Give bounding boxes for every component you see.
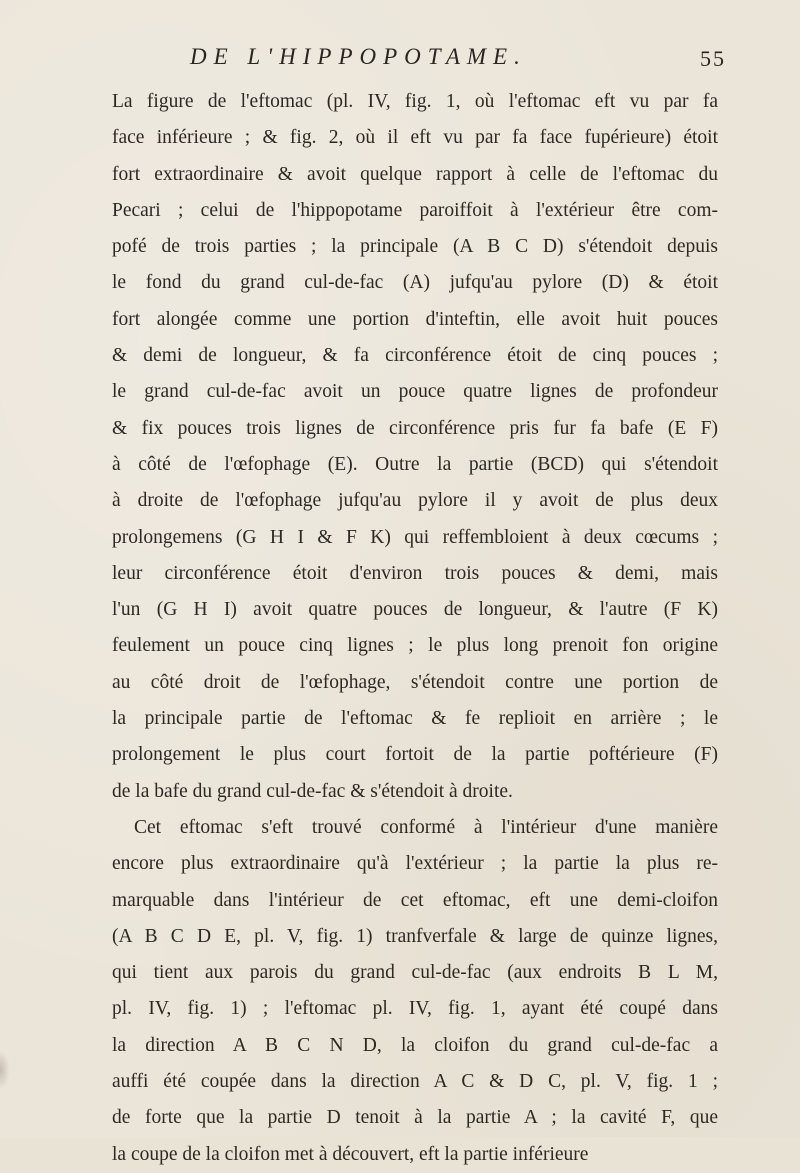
text-line: l'un (G H I) avoit quatre pouces de longueur, & l'autre (F K): [112, 599, 718, 621]
text-line: qui tient aux parois du grand cul-de-fac (aux endroits B L M,: [112, 962, 718, 984]
text-line: face inférieure ; & fig. 2, où il eft vu par fa face fupérieure) étoit: [112, 127, 718, 149]
text-line: auffi été coupée dans la direction A C & D C, pl. V, fig. 1 ;: [112, 1071, 718, 1093]
text-line: pl. IV, fig. 1) ; l'eftomac pl. IV, fig. 1, ayant été coupé dans: [112, 998, 718, 1020]
text-line: encore plus extraordinaire qu'à l'extérieur ; la partie la plus re-: [112, 853, 718, 875]
body-text: [112, 84, 718, 1173]
text-line: la coupe de la cloifon met à découvert, eft la partie inférieure: [112, 1143, 589, 1165]
running-title-text: DE L'HIPPOPOTAME.: [190, 44, 527, 69]
page-number: 55: [700, 46, 726, 71]
text-line: prolongement le plus court fortoit de la partie poftérieure (F): [112, 744, 718, 766]
text-line: le fond du grand cul-de-fac (A) jufqu'au pylore (D) & étoit: [112, 272, 718, 294]
text-line: & fix pouces trois lignes de circonférence pris fur fa bafe (E F): [112, 417, 718, 439]
text-line: Cet eftomac s'eft trouvé conformé à l'intérieur d'une manière: [134, 816, 718, 838]
text-line: fort alongée comme une portion d'inteftin, elle avoit huit pouces: [112, 308, 718, 330]
text-line: (A B C D E, pl. V, fig. 1) tranfverfale & large de quinze lignes,: [112, 925, 718, 947]
running-title: [190, 44, 710, 70]
text-line: à droite de l'œfophage jufqu'au pylore il y avoit de plus deux: [112, 490, 718, 512]
text-line: de la bafe du grand cul-de-fac & s'étendoit à droite.: [112, 780, 513, 802]
text-line: La figure de l'eftomac (pl. IV, fig. 1, où l'eftomac eft vu par fa: [112, 91, 718, 112]
text-line: fort extraordinaire & avoit quelque rapport à celle de l'eftomac du: [112, 163, 718, 185]
text-line: pofé de trois parties ; la principale (A B C D) s'étendoit depuis: [112, 236, 718, 258]
page-edge-smudge: [0, 1050, 10, 1090]
text-line: le grand cul-de-fac avoit un pouce quatre lignes de profondeur: [112, 381, 718, 403]
text-line: & demi de longueur, & fa circonférence étoit de cinq pouces ;: [112, 345, 718, 367]
text-line: feulement un pouce cinq lignes ; le plus long prenoit fon origine: [112, 635, 718, 657]
text-line: la principale partie de l'eftomac & fe replioit en arrière ; le: [112, 708, 718, 730]
text-line: marquable dans l'intérieur de cet eftomac, eft une demi-cloifon: [112, 889, 718, 911]
text-line: Pecari ; celui de l'hippopotame paroiffoit à l'extérieur être com-: [112, 199, 718, 221]
text-line: à côté de l'œfophage (E). Outre la partie (BCD) qui s'étendoit: [112, 453, 718, 475]
text-line: de forte que la partie D tenoit à la partie A ; la cavité F, que: [112, 1107, 718, 1129]
text-line: leur circonférence étoit d'environ trois pouces & demi, mais: [112, 562, 718, 584]
text-line: la direction A B C N D, la cloifon du grand cul-de-fac a: [112, 1034, 718, 1056]
text-line: prolongemens (G H I & F K) qui reffembloient à deux cœcums ;: [112, 526, 718, 548]
text-line: au côté droit de l'œfophage, s'étendoit contre une portion de: [112, 671, 718, 693]
